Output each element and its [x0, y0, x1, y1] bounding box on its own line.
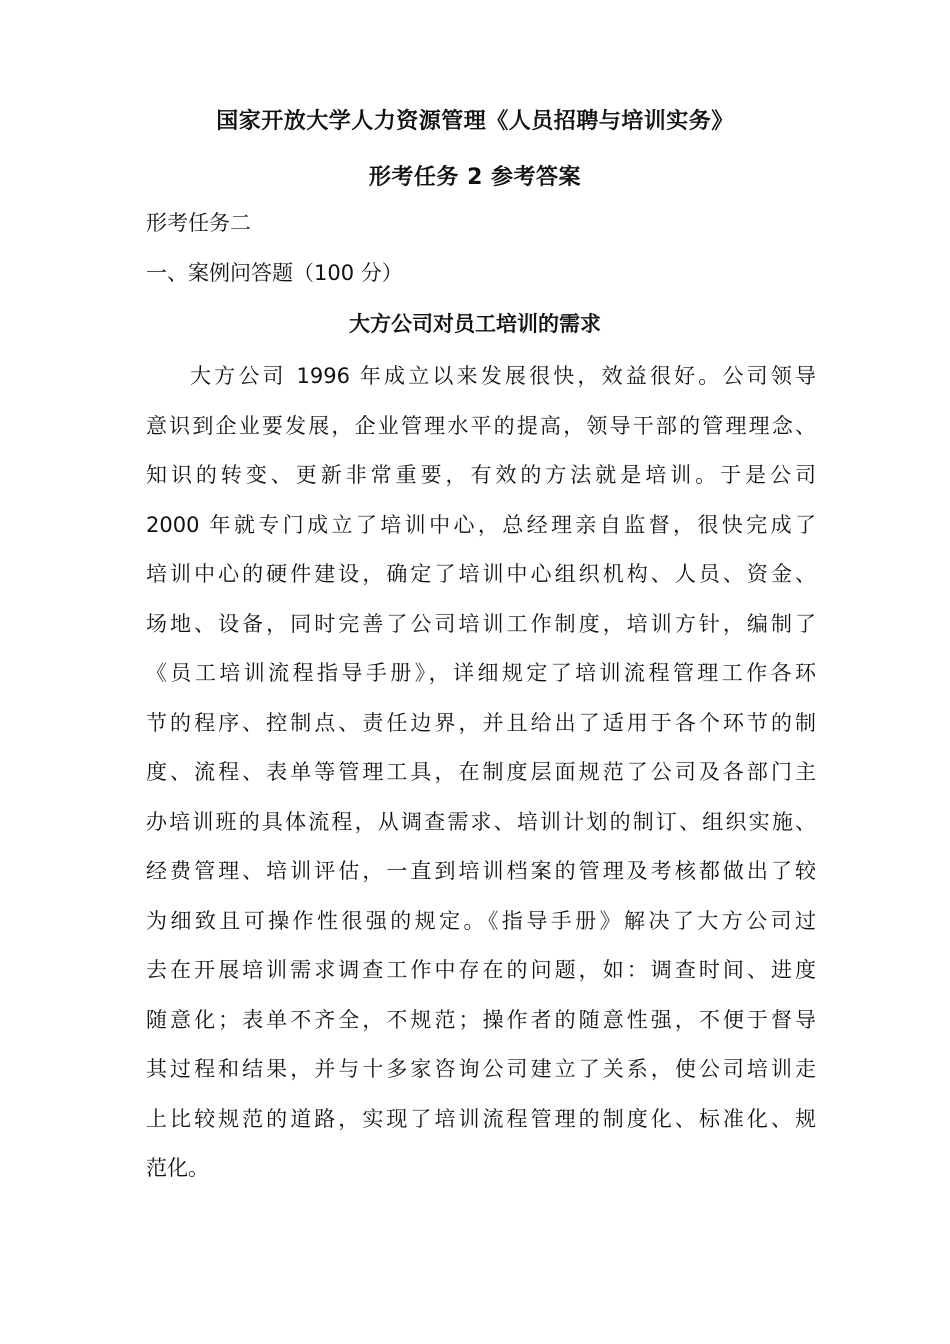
paragraph-line: 随意化；表单不齐全，不规范；操作者的随意性强，不便于督导 — [146, 1007, 816, 1032]
paragraph-line: 度、流程、表单等管理工具，在制度层面规范了公司及各部门主 — [146, 760, 816, 784]
case-paragraph — [146, 352, 816, 1194]
paragraph-line: 意识到企业要发展，企业管理水平的提高，领导干部的管理理念、 — [146, 413, 816, 438]
paragraph-line: 场地、设备，同时完善了公司培训工作制度，培训方针，编制了 — [146, 611, 816, 636]
question-label: 一、案例问答题（100 分） — [146, 261, 403, 285]
paragraph-line: 上比较规范的道路，实现了培训流程管理的制度化、标准化、规 — [146, 1106, 816, 1131]
paragraph-line: 办培训班的具体流程，从调查需求、培训计划的制订、组织实施、 — [146, 809, 816, 834]
paragraph-line: 范化。 — [146, 1156, 209, 1180]
paragraph-line: 去在开展培训需求调查工作中存在的问题，如：调查时间、进度 — [146, 958, 816, 982]
document-title-line-2: 形考任务 2 参考答案 — [368, 165, 582, 190]
paragraph-line: 为细致且可操作性很强的规定。《指导手册》解决了大方公司过 — [146, 908, 816, 933]
paragraph-line: 2000 年就专门成立了培训中心，总经理亲自监督，很快完成了 — [146, 512, 816, 537]
paragraph-line: 知识的转变、更新非常重要，有效的方法就是培训。于是公司 — [146, 463, 816, 487]
paragraph-line: 经费管理、培训评估，一直到培训档案的管理及考核都做出了较 — [146, 859, 816, 883]
case-title: 大方公司对员工培训的需求 — [349, 312, 601, 336]
paragraph-line: 《员工培训流程指导手册》，详细规定了培训流程管理工作各环 — [146, 661, 816, 685]
document-title-line-1: 国家开放大学人力资源管理《人员招聘与培训实务》 — [216, 109, 734, 134]
section-label: 形考任务二 — [146, 211, 251, 235]
paragraph-line: 节的程序、控制点、责任边界，并且给出了适用于各个环节的制 — [146, 710, 816, 735]
paragraph-line: 培训中心的硬件建设，确定了培训中心组织机构、人员、资金、 — [146, 562, 816, 586]
paragraph-line: 大方公司 1996 年成立以来发展很快，效益很好。公司领导 — [190, 364, 816, 388]
paragraph-line: 其过程和结果，并与十多家咨询公司建立了关系，使公司培训走 — [146, 1057, 816, 1081]
